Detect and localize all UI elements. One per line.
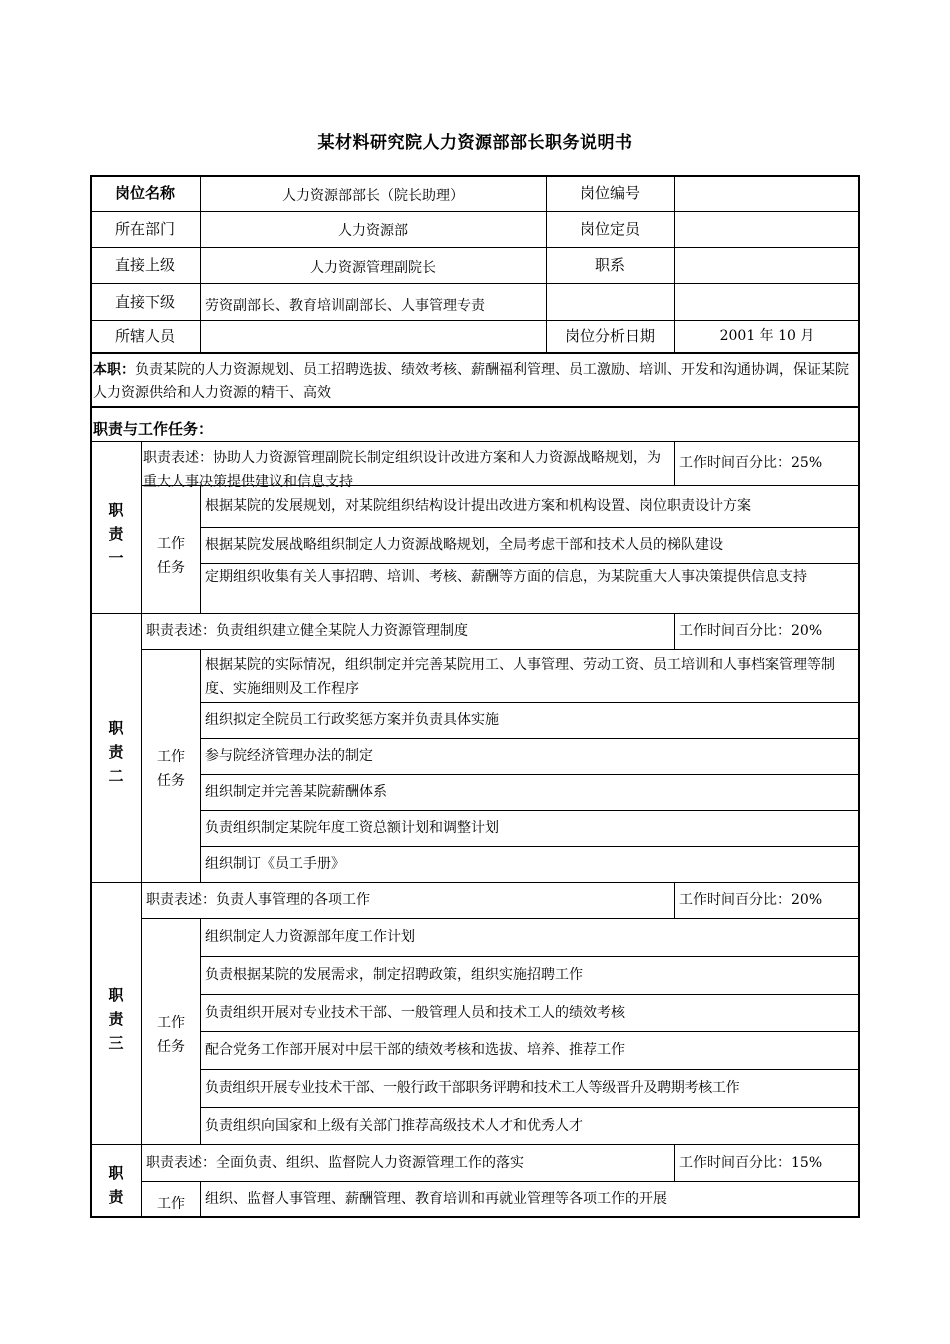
- duty-title-char: 职: [108, 1164, 124, 1182]
- duty-time-percent: 工作时间百分比：20%: [679, 892, 823, 908]
- duty-title-char: 职: [108, 719, 124, 737]
- analysis-date-label: 岗位分析日期: [564, 327, 655, 345]
- task-item: 组织制订《员工手册》: [205, 856, 345, 872]
- duty-title-char: 职: [108, 501, 124, 519]
- headcount-label: 岗位定员: [579, 220, 640, 238]
- work-task-label: 工作: [157, 749, 185, 765]
- duty-statement: 职责表述：协助人力资源管理副院长制定组织设计改进方案和人力资源战略规划，为重大人事决策提供建议和信息支持: [143, 450, 661, 490]
- department-label: 所在部门: [114, 220, 175, 238]
- task-item: 组织制定并完善某院薪酬体系: [205, 784, 387, 800]
- position-name-label: 岗位名称: [114, 184, 175, 202]
- direct-subordinate-label: 直接下级: [114, 292, 175, 311]
- task-item: 负责组织向国家和上级有关部门推荐高级技术人才和优秀人才: [205, 1117, 583, 1134]
- position-code-value: [674, 175, 860, 211]
- core-label: 本职：: [93, 362, 135, 378]
- duty-title-char: 责: [108, 525, 124, 543]
- task-item: 参与院经济管理办法的制定: [205, 748, 373, 764]
- task-item: 根据某院发展战略组织制定人力资源战略规划，全局考虑干部和技术人员的梯队建设: [205, 537, 723, 553]
- task-item: 组织拟定全院员工行政奖惩方案并负责具体实施: [205, 712, 499, 728]
- work-task-label: 工作: [157, 1196, 185, 1212]
- duty-title-char: 二: [108, 767, 124, 785]
- blank-value: [674, 283, 860, 320]
- core-responsibility: [93, 359, 856, 405]
- task-item: 根据某院的实际情况，组织制定并完善某院用工、人事管理、劳动工资、员工培训和人事档案管理等制度、实施细则及工作程序: [205, 657, 835, 697]
- job-family-label: 职系: [594, 256, 625, 274]
- duty-statement: 职责表述：负责人事管理的各项工作: [146, 892, 370, 908]
- duty-title-char: 三: [108, 1034, 124, 1052]
- document-title: 某材料研究院人力资源部部长职务说明书: [317, 133, 633, 153]
- duty-time-percent: 工作时间百分比：20%: [679, 623, 823, 639]
- duty-time-percent: 工作时间百分比：25%: [679, 455, 823, 471]
- direct-subordinate-value: 劳资副部长、教育培训副部长、人事管理专责: [205, 297, 485, 314]
- position-code-label: 岗位编号: [579, 184, 640, 202]
- work-task-label: 任务: [157, 1039, 185, 1055]
- task-item: 定期组织收集有关人事招聘、培训、考核、薪酬等方面的信息，为某院重大人事决策提供信息支持: [205, 569, 807, 585]
- blank-label: [546, 283, 674, 320]
- duty-statement: 职责表述：全面负责、组织、监督院人力资源管理工作的落实: [146, 1154, 524, 1171]
- task-item: 负责组织开展对专业技术干部、一般管理人员和技术工人的绩效考核: [205, 1004, 625, 1021]
- task-item: 组织、监督人事管理、薪酬管理、教育培训和再就业管理等各项工作的开展: [205, 1190, 667, 1207]
- duty-statement: 职责表述：负责组织建立健全某院人力资源管理制度: [146, 623, 468, 639]
- duty-title-char: 一: [108, 549, 124, 567]
- duty-title-char: 责: [108, 743, 124, 761]
- personnel-label: 所辖人员: [114, 327, 175, 345]
- work-task-label: 工作: [157, 1015, 185, 1031]
- duty-time-percent: 工作时间百分比：15%: [679, 1154, 823, 1171]
- task-item: 配合党务工作部开展对中层干部的绩效考核和选拔、培养、推荐工作: [205, 1042, 625, 1058]
- duties-header: 职责与工作任务：: [93, 420, 214, 438]
- work-task-label: 任务: [157, 773, 185, 789]
- personnel-value: [200, 320, 546, 352]
- task-item: 组织制定人力资源部年度工作计划: [205, 929, 415, 945]
- task-item: 负责根据某院的发展需求，制定招聘政策，组织实施招聘工作: [205, 967, 583, 983]
- work-task-label: 工作: [157, 536, 185, 552]
- work-task-label: 任务: [157, 560, 185, 576]
- job-description-table: [90, 175, 860, 1218]
- task-item: 负责组织制定某院年度工资总额计划和调整计划: [205, 820, 499, 836]
- department-value: 人力资源部: [338, 223, 408, 239]
- direct-superior-label: 直接上级: [114, 256, 175, 274]
- duty-title-char: 职: [108, 986, 124, 1004]
- duty-title-char: 责: [108, 1188, 124, 1206]
- direct-superior-value: 人力资源管理副院长: [310, 260, 436, 276]
- core-text: 负责某院的人力资源规划、员工招聘选拔、绩效考核、薪酬福利管理、员工激励、培训、开发和沟通协调，保证某院人力资源供给和人力资源的精干、高效: [93, 362, 849, 401]
- analysis-date-value: 2001 年 10 月: [719, 328, 815, 344]
- duty-title-char: 责: [108, 1010, 124, 1028]
- job-family-value: [674, 247, 860, 283]
- headcount-value: [674, 211, 860, 247]
- task-item: 根据某院的发展规划，对某院组织结构设计提出改进方案和机构设置、岗位职责设计方案: [205, 498, 751, 514]
- position-name-value: 人力资源部部长（院长助理）: [282, 187, 464, 204]
- task-item: 负责组织开展专业技术干部、一般行政干部职务评聘和技术工人等级晋升及聘期考核工作: [205, 1080, 740, 1096]
